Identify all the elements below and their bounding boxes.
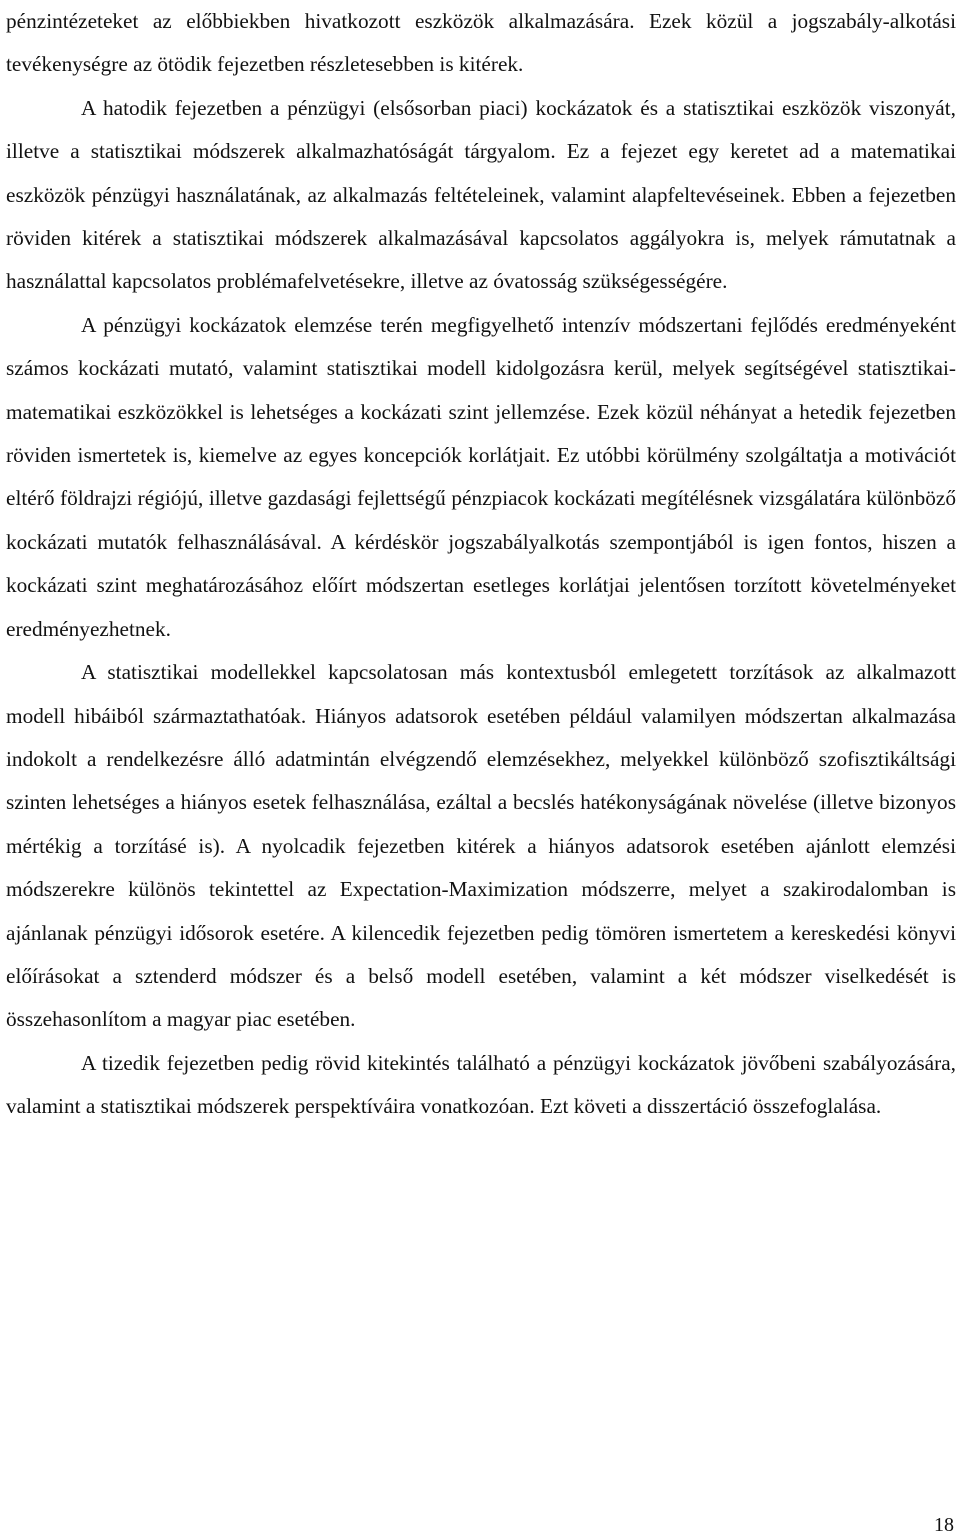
document-page [6, 0, 956, 1129]
paragraph-chapter-seven: A pénzügyi kockázatok elemzése terén megfigyelhető intenzív módszertani fejlődés eredményeként számos kockázati mutató, valamint statisztikai modell kidolgozásra kerül, melyek segítségével statisztikai-matematikai eszközökkel is lehetséges a kockázati szint jellemzése. Ezek közül néhányat a hetedik fejezetben röviden ismertetek is, kiemelve az egyes koncepciók korlátjait. Ez utóbbi körülmény szolgáltatja a motivációt eltérő földrajzi régiójú, illetve gazdasági fejlettségű pénzpiacok kockázati megítélésnek vizsgálatára különböző kockázati mutatók felhasználásával. A kérdéskör jogszabályalkotás szempontjából is igen fontos, hiszen a kockázati szint meghatározásához előírt módszertan esetleges korlátjai jelentősen torzított követelményeket eredményezhetnek. [6, 312, 956, 641]
page-number: 18 [934, 1514, 954, 1536]
paragraph-chapter-six: A hatodik fejezetben a pénzügyi (elsősorban piaci) kockázatok és a statisztikai eszközök viszonyát, illetve a statisztikai módszerek alkalmazhatóságát tárgyalom. Ez a fejezet egy keretet ad a matematikai eszközök pénzügyi használatának, az alkalmazás feltételeinek, valamint alapfeltevéseinek. Ebben a fejezetben röviden kitérek a statisztikai módszerek alkalmazásával kapcsolatos aggályokra is, melyek rámutatnak a használattal kapcsolatos problémafelvetésekre, illetve az óvatosság szükségességére. [6, 95, 956, 294]
paragraph-chapter-ten: A tizedik fejezetben pedig rövid kitekintés található a pénzügyi kockázatok jövőbeni szabályozására, valamint a statisztikai módszerek perspektíváira vonatkozóan. Ezt követi a disszertáció összefoglalása. [6, 1050, 956, 1119]
paragraph-continuation: pénzintézeteket az előbbiekben hivatkozott eszközök alkalmazására. Ezek közül a jogszabály-alkotási tevékenységre az ötödik fejezetben részletesebben is kitérek. [6, 9, 956, 77]
paragraph-chapter-eight-nine: A statisztikai modellekkel kapcsolatosan más kontextusból emlegetett torzítások az alkalmazott modell hibáiból származtathatóak. Hiányos adatsorok esetében például valamilyen módszertan alkalmazása indokolt a rendelkezésre álló adatmintán elvégzendő elemzésekhez, melyekkel különböző szofisztikáltsági szinten lehetséges a hiányos esetek felhasználása, ezáltal a becslés hatékonyságának növelése (illetve bizonyos mértékig a torzításé is). A nyolcadik fejezetben kitérek a hiányos adatsorok esetében ajánlott elemzési módszerekre különös tekintettel az Expectation-Maximization módszerre, melyet a szakirodalomban is ajánlanak pénzügyi idősorok esetére. A kilencedik fejezetben pedig tömören ismertetem a kereskedési könyvi előírásokat a sztenderd módszer és a belső modell esetében, valamint a két módszer viselkedését is összehasonlítom a magyar piac esetében. [6, 660, 956, 1032]
